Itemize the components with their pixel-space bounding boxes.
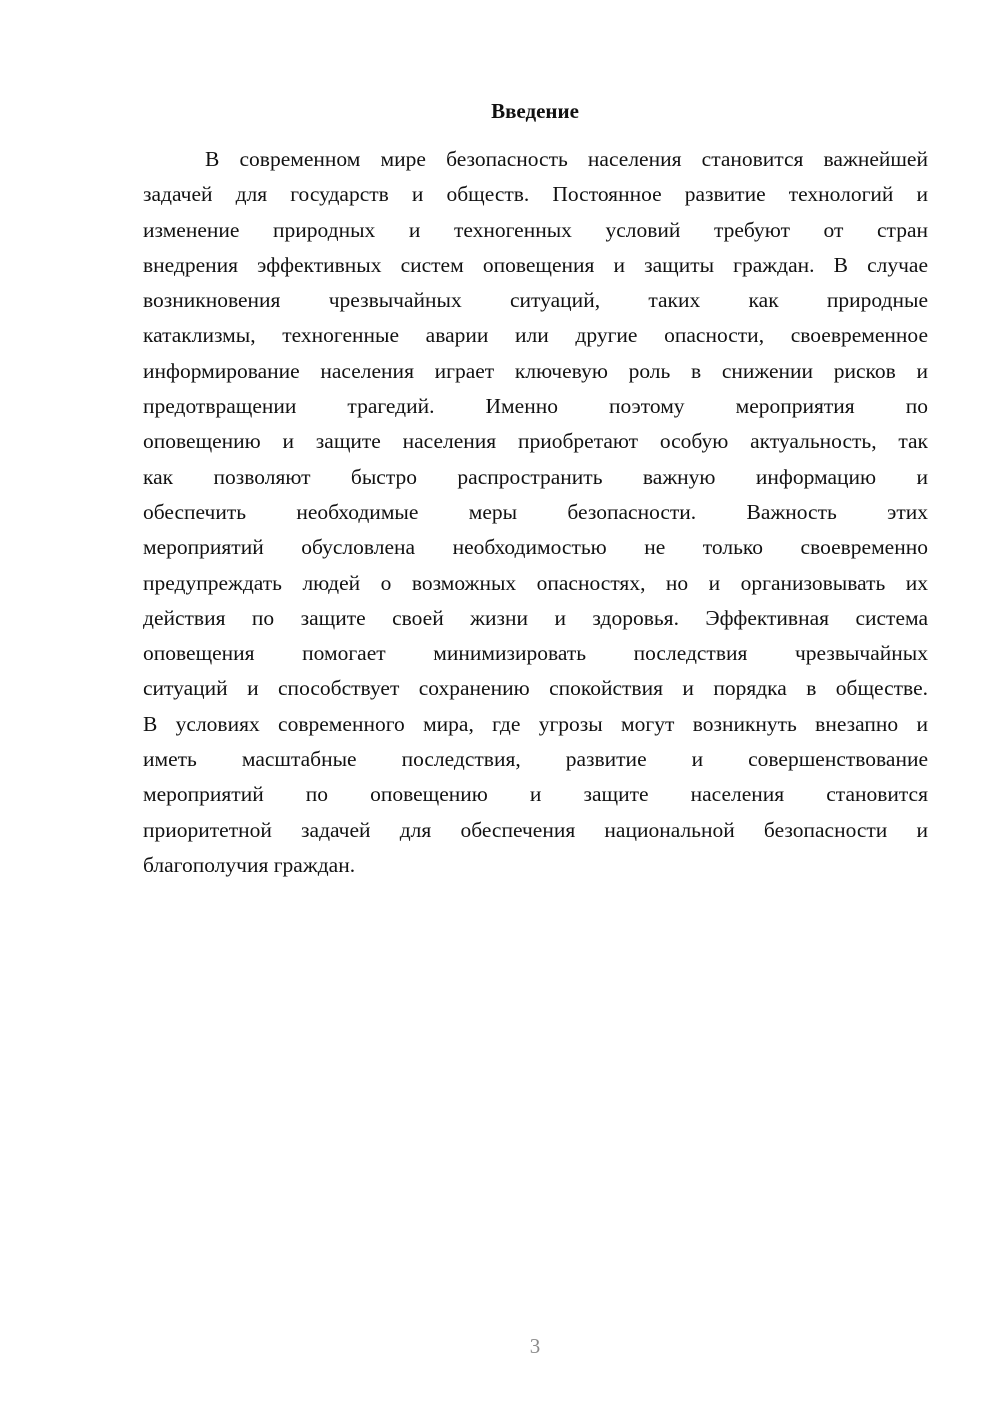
section-heading: Введение: [491, 99, 579, 123]
paragraph-line: иметь масштабные последствия, развитие и совершенствование: [143, 747, 928, 772]
paragraph-line: как позволяют быстро распространить важную информацию и: [143, 464, 928, 489]
paragraph-line: благополучия граждан.: [143, 852, 356, 877]
paragraph-line: предупреждать людей о возможных опасностях, но и организовывать их: [143, 570, 928, 595]
paragraph-line: задачей для государств и обществ. Постоянное развитие технологий и: [143, 182, 928, 207]
paragraph-line: предотвращении трагедий. Именно поэтому мероприятия по: [143, 394, 928, 419]
paragraph-line: информирование населения играет ключевую роль в снижении рисков и: [143, 358, 928, 383]
paragraph-line: оповещению и защите населения приобретают особую актуальность, так: [143, 429, 928, 454]
paragraph-line: мероприятий обусловлена необходимостью не только своевременно: [143, 535, 928, 560]
paragraph-line: мероприятий по оповещению и защите населения становится: [143, 782, 928, 807]
paragraph-line: возникновения чрезвычайных ситуаций, таких как природные: [143, 288, 928, 313]
paragraph-line: внедрения эффективных систем оповещения и защиты граждан. В случае: [143, 252, 928, 277]
body-paragraph: [143, 142, 928, 883]
paragraph-line: В условиях современного мира, где угрозы могут возникнуть внезапно и: [143, 711, 928, 736]
paragraph-line: обеспечить необходимые меры безопасности. Важность этих: [143, 499, 928, 524]
paragraph-line: ситуаций и способствует сохранению спокойствия и порядка в обществе.: [143, 676, 928, 701]
paragraph-line: В современном мире безопасность населения становится важнейшей: [205, 147, 928, 171]
paragraph-line: катаклизмы, техногенные аварии или другие опасности, своевременное: [143, 323, 928, 348]
paragraph-line: приоритетной задачей для обеспечения национальной безопасности и: [143, 817, 928, 842]
paragraph-line: изменение природных и техногенных условий требуют от стран: [143, 217, 928, 242]
paragraph-line: оповещения помогает минимизировать последствия чрезвычайных: [143, 641, 928, 666]
paragraph-line: действия по защите своей жизни и здоровья. Эффективная система: [143, 605, 928, 630]
page-number: 3: [529, 1334, 541, 1358]
